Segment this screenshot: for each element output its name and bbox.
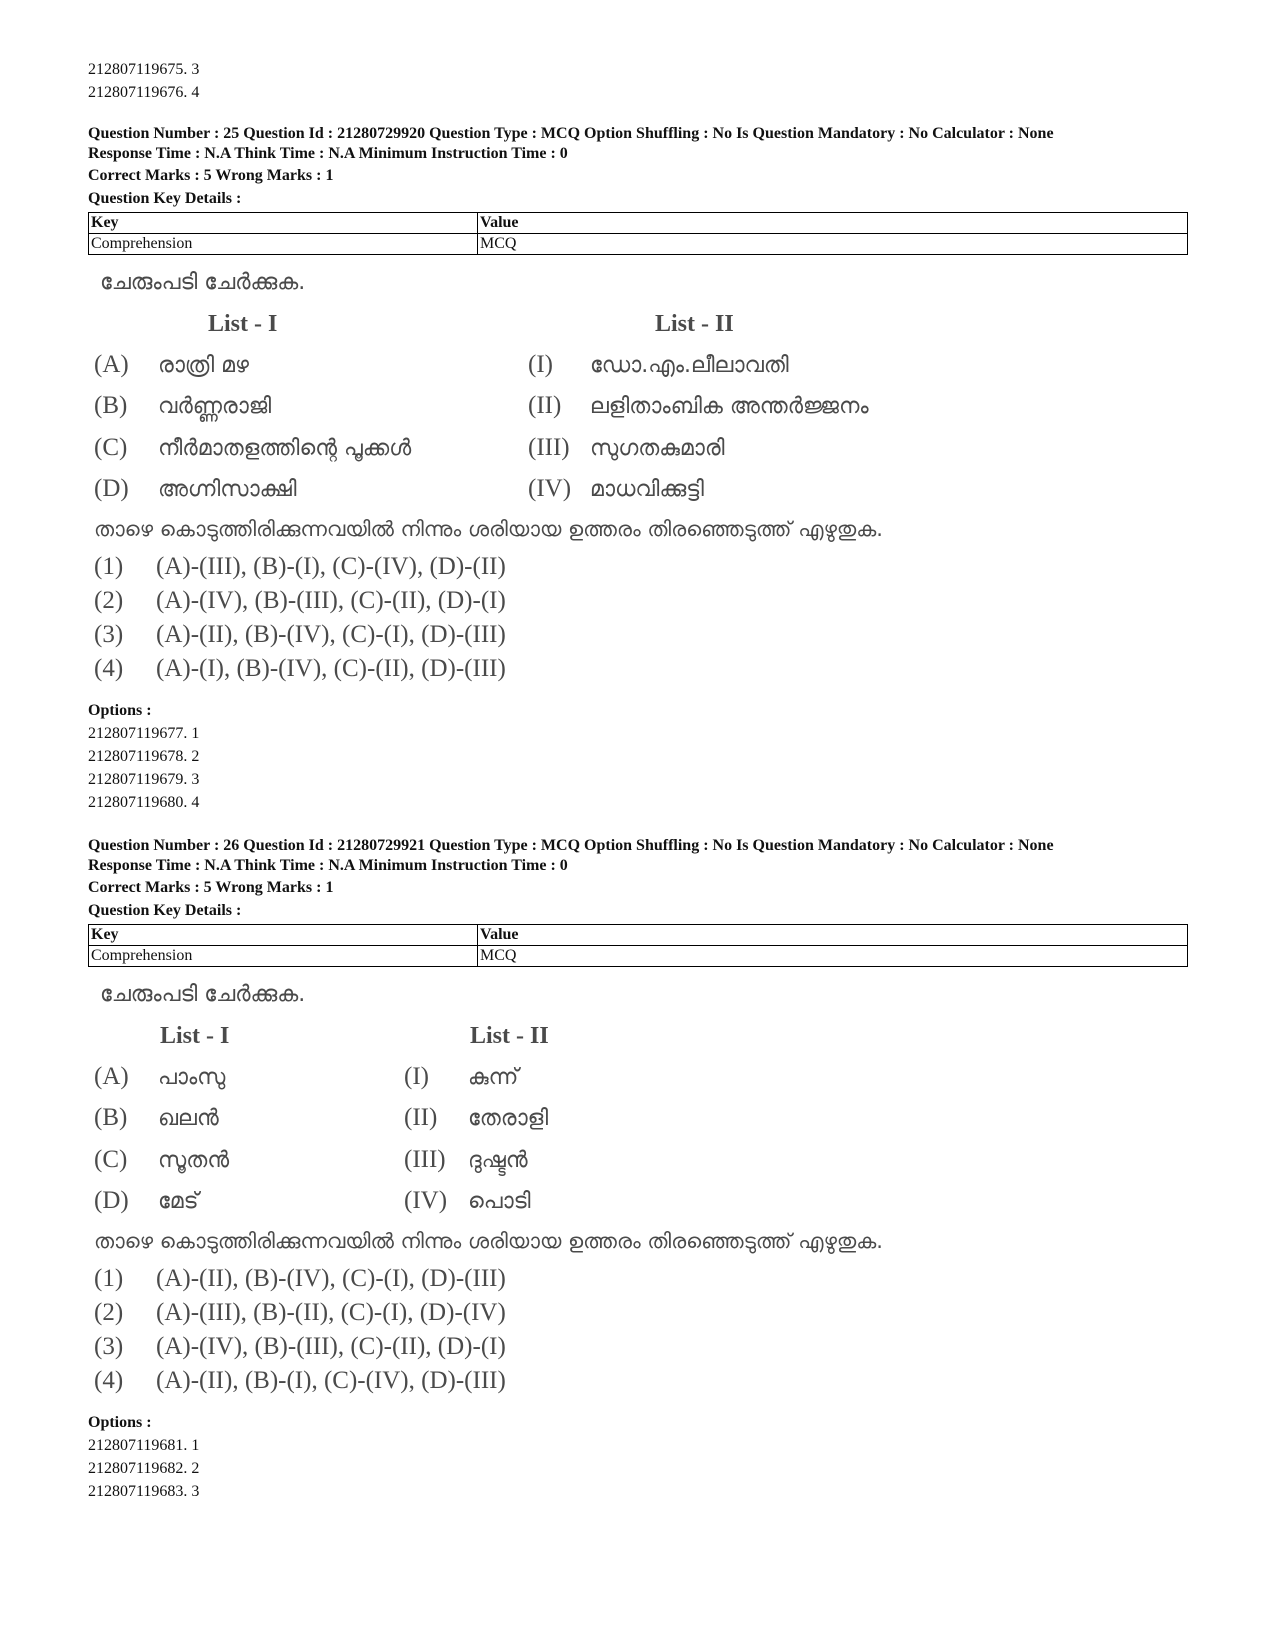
question-body bbox=[88, 261, 1188, 699]
list2-heading: List - II bbox=[655, 311, 734, 337]
list1-label: (A) bbox=[94, 1063, 129, 1090]
choice-text: (A)-(IV), (B)-(III), (C)-(II), (D)-(I) bbox=[156, 587, 506, 614]
list1-heading: List - I bbox=[160, 1023, 230, 1049]
option-line: 212807119679. 3 bbox=[88, 771, 200, 788]
list2-item: പൊടി bbox=[468, 1189, 531, 1214]
choice-text: (A)-(II), (B)-(IV), (C)-(I), (D)-(III) bbox=[156, 621, 506, 648]
question-body bbox=[88, 973, 1188, 1411]
list1-label: (D) bbox=[94, 1187, 129, 1214]
choice-number: (3) bbox=[94, 1333, 124, 1360]
list2-item: കുന്ന് bbox=[468, 1065, 519, 1090]
list2-label: (II) bbox=[404, 1104, 438, 1131]
list1-label: (D) bbox=[94, 475, 129, 502]
table-cell-value: MCQ bbox=[478, 946, 1188, 967]
table-cell-value: MCQ bbox=[478, 234, 1188, 255]
question-meta-timing: Response Time : N.A Think Time : N.A Minimum Instruction Time : 0 bbox=[88, 145, 568, 162]
table-header-value: Value bbox=[478, 925, 1188, 946]
choice-text: (A)-(III), (B)-(II), (C)-(I), (D)-(IV) bbox=[156, 1299, 506, 1326]
list1-item: ഖലൻ bbox=[158, 1106, 219, 1131]
choice-text: (A)-(IV), (B)-(III), (C)-(II), (D)-(I) bbox=[156, 1333, 506, 1360]
list2-label: (IV) bbox=[404, 1187, 448, 1214]
option-line: 212807119677. 1 bbox=[88, 725, 200, 742]
list2-item: സുഗതകുമാരി bbox=[590, 436, 725, 461]
table-cell-key: Comprehension bbox=[89, 234, 478, 255]
question-25 bbox=[88, 124, 1188, 814]
list2-label: (III) bbox=[528, 434, 570, 461]
question-meta: Question Number : 25 Question Id : 21280729920 Question Type : MCQ Option Shuffling : No Is Question Mandatory : No Calculator : None bbox=[88, 125, 1054, 142]
choice-number: (1) bbox=[94, 1265, 124, 1292]
choice-text: (A)-(I), (B)-(IV), (C)-(II), (D)-(III) bbox=[156, 655, 506, 682]
choice-number: (2) bbox=[94, 1299, 124, 1326]
list2-label: (II) bbox=[528, 392, 562, 419]
option-line: 212807119678. 2 bbox=[88, 748, 200, 765]
options-label: Options : bbox=[88, 1414, 152, 1431]
key-details-table bbox=[88, 924, 1188, 967]
list2-label: (IV) bbox=[528, 475, 572, 502]
list1-item: വർണ്ണരാജി bbox=[158, 394, 272, 419]
list2-label: (I) bbox=[404, 1063, 429, 1090]
list1-item: രാത്രി മഴ bbox=[158, 353, 250, 378]
list1-item: സൂതൻ bbox=[158, 1148, 230, 1173]
list1-item: മേട് bbox=[158, 1189, 199, 1214]
option-line: 212807119676. 4 bbox=[88, 84, 200, 101]
list2-heading: List - II bbox=[470, 1023, 549, 1049]
question-26 bbox=[88, 836, 1188, 1503]
question-meta-timing: Response Time : N.A Think Time : N.A Minimum Instruction Time : 0 bbox=[88, 857, 568, 874]
list2-item: മാധവിക്കുട്ടി bbox=[590, 477, 704, 502]
key-details-table bbox=[88, 212, 1188, 255]
list1-label: (B) bbox=[94, 1104, 128, 1131]
choice-number: (3) bbox=[94, 621, 124, 648]
list2-label: (I) bbox=[528, 351, 553, 378]
list1-item: നീർമാതളത്തിന്റെ പൂക്കൾ bbox=[158, 436, 412, 461]
list2-item: തേരാളി bbox=[468, 1106, 549, 1131]
question-marks: Correct Marks : 5 Wrong Marks : 1 bbox=[88, 879, 334, 896]
list2-item: ദുഷ്ടൻ bbox=[468, 1148, 528, 1173]
choice-number: (4) bbox=[94, 1367, 124, 1394]
list2-label: (III) bbox=[404, 1146, 446, 1173]
list1-label: (C) bbox=[94, 434, 128, 461]
choice-number: (2) bbox=[94, 587, 124, 614]
table-cell-key: Comprehension bbox=[89, 946, 478, 967]
question-meta: Question Number : 26 Question Id : 21280729921 Question Type : MCQ Option Shuffling : No Is Question Mandatory : No Calculator : None bbox=[88, 837, 1054, 854]
list1-label: (B) bbox=[94, 392, 128, 419]
instruction-text: ചേരുംപടി ചേർക്കുക. bbox=[100, 270, 306, 295]
list2-item: ലളിതാംബിക അന്തർജ്ജനം bbox=[590, 394, 869, 419]
option-line: 212807119683. 3 bbox=[88, 1483, 200, 1500]
key-details-label: Question Key Details : bbox=[88, 190, 242, 207]
table-header-key: Key bbox=[89, 213, 478, 234]
choice-text: (A)-(II), (B)-(I), (C)-(IV), (D)-(III) bbox=[156, 1367, 506, 1394]
option-line: 212807119681. 1 bbox=[88, 1437, 200, 1454]
document-page bbox=[88, 58, 1188, 1503]
choose-instruction: താഴെ കൊടുത്തിരിക്കുന്നവയിൽ നിന്നും ശരിയായ ഉത്തരം തിരഞ്ഞെടുത്ത് എഴുതുക. bbox=[94, 1229, 883, 1253]
choose-instruction: താഴെ കൊടുത്തിരിക്കുന്നവയിൽ നിന്നും ശരിയായ ഉത്തരം തിരഞ്ഞെടുത്ത് എഴുതുക. bbox=[94, 517, 883, 541]
list1-item: അഗ്നിസാക്ഷി bbox=[158, 477, 297, 502]
question-marks: Correct Marks : 5 Wrong Marks : 1 bbox=[88, 167, 334, 184]
choice-number: (1) bbox=[94, 553, 124, 580]
table-header-value: Value bbox=[478, 213, 1188, 234]
list2-item: ഡോ.എം.ലീലാവതി bbox=[590, 353, 789, 378]
choice-text: (A)-(III), (B)-(I), (C)-(IV), (D)-(II) bbox=[156, 553, 506, 580]
options-label: Options : bbox=[88, 702, 152, 719]
table-header-key: Key bbox=[89, 925, 478, 946]
choice-text: (A)-(II), (B)-(IV), (C)-(I), (D)-(III) bbox=[156, 1265, 506, 1292]
option-line: 212807119680. 4 bbox=[88, 794, 200, 811]
choice-number: (4) bbox=[94, 655, 124, 682]
option-line: 212807119682. 2 bbox=[88, 1460, 200, 1477]
list1-item: പാംസു bbox=[158, 1065, 226, 1090]
option-line: 212807119675. 3 bbox=[88, 61, 200, 78]
list1-heading: List - I bbox=[208, 311, 278, 337]
previous-options bbox=[88, 58, 1188, 104]
list1-label: (C) bbox=[94, 1146, 128, 1173]
key-details-label: Question Key Details : bbox=[88, 902, 242, 919]
list1-label: (A) bbox=[94, 351, 129, 378]
instruction-text: ചേരുംപടി ചേർക്കുക. bbox=[100, 982, 306, 1007]
